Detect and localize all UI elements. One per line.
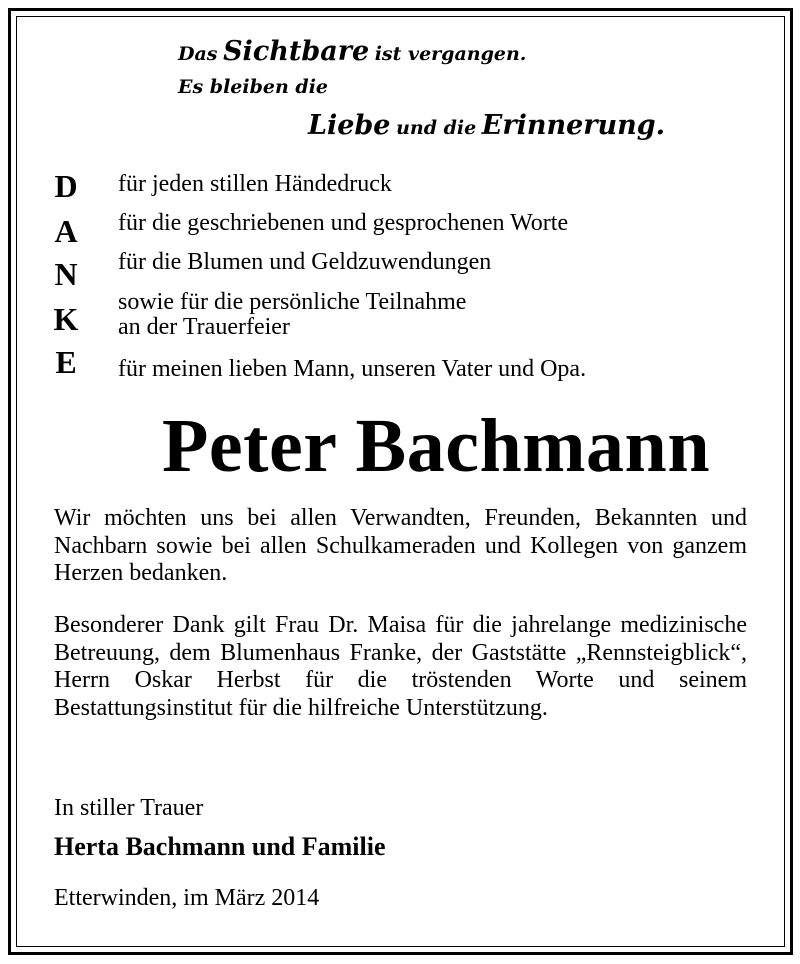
danke-line: für die Blumen und Geldzuwendungen [118,249,492,275]
danke-letter: N [54,256,78,292]
danke-line: an der Trauerfeier [118,314,290,340]
danke-line: sowie für die persönliche Teilnahme [118,289,467,315]
motto-word: und die [396,117,477,139]
motto-line-1 [178,36,526,67]
closing-text: In stiller Trauer [54,795,204,821]
motto-word-emphasis: Liebe [308,110,391,141]
danke-line: für meinen lieben Mann, unseren Vater und Opa. [118,356,587,382]
thanks-paragraph: Wir möchten uns bei allen Verwandten, Freunden, Bekannten und Nachbarn sowie bei allen Schulkameraden und Kollegen von ganzem Herzen bedanken. [54,505,747,586]
motto-line-2 [178,76,328,98]
deceased-name: Peter Bachmann [162,404,711,488]
motto-line-3 [308,110,665,141]
place-date: Etterwinden, im März 2014 [54,885,320,911]
special-thanks-paragraph: Besonderer Dank gilt Frau Dr. Maisa für die jahrelange medizinische Betreuung, dem Blumenhaus Franke, der Gaststätte „Rennsteigblick“, Herrn Oskar Herbst für die tröstenden Worte und seinem Bestattungsinstitut für die hilfreiche Unterstützung. [54,612,747,721]
danke-letter: A [54,213,78,249]
danke-letter: K [53,301,79,337]
danke-letter: E [55,344,77,380]
motto-word: Das [178,43,218,65]
family-signature: Herta Bachmann und Familie [54,832,386,861]
motto-word-emphasis: Sichtbare [223,36,370,67]
motto-word: ist vergangen. [374,43,527,65]
motto-text: Es bleiben die [178,76,328,98]
danke-line: für jeden stillen Händedruck [118,171,392,197]
motto-word-emphasis: Erinnerung. [481,110,666,141]
danke-line: für die geschriebenen und gesprochenen Worte [118,210,569,236]
danke-letter: D [54,168,78,204]
